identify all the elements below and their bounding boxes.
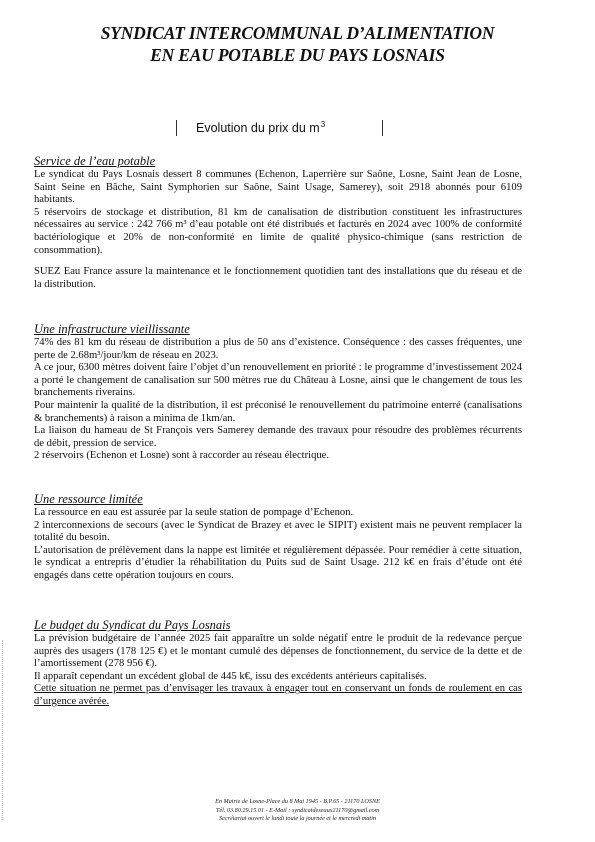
- subtitle-left-bar: [176, 120, 177, 136]
- footer: [0, 798, 595, 824]
- spacer: [34, 257, 522, 266]
- paragraph: 74% des 81 km du réseau de distribution a plus de 50 ans d’existence. Conséquence : des casses fréquentes, une perte de 2.68m³/jour/km de réseau en 2023.: [34, 337, 522, 361]
- paragraph: L’autorisation de prélèvement dans la nappe est limitée et régulièrement dépassée. Pour remédier à cette situation, le syndicat a entrepris d’étudier la réhabilitation du Puits sud de Saint Usage. 212 k€ en frais d’étude ont été engagés dans cette opération toujours en cours.: [34, 544, 522, 581]
- paragraph: 5 réservoirs de stockage et distribution, 81 km de canalisation de distribution constituent les infrastructures nécessaires au service : 242 766 m³ d’eau potable ont été distribués et facturés en 2024 avec 100% de conformité bactériologique et 20% de non-conformité en limite de qualité physico-chimique (sans restriction de consommation).: [34, 206, 522, 256]
- section-ressource: [34, 492, 522, 583]
- paragraph: La ressource en eau est assurée par la seule station de pompage d’Echenon.: [34, 507, 354, 518]
- footer-hours: Secrétariat ouvert le lundi toute la journée et le mercredi matin: [219, 815, 376, 822]
- margin-dotted-rule: [2, 640, 4, 820]
- section-budget: [34, 618, 522, 709]
- subtitle-box: [176, 119, 386, 139]
- subtitle: Evolution du prix du m: [196, 121, 320, 135]
- section-infrastructure: [34, 322, 522, 463]
- subtitle-superscript: 3: [320, 120, 326, 129]
- paragraph: La prévision budgétaire de l’année 2025 fait apparaître un solde négatif entre le produit de la redevance perçue auprès des usagers (178 125 €) et le montant cumulé des dépenses de fonctionnement, du service de la dette et de l’amortissement (278 956 €).: [34, 633, 522, 670]
- section-heading-ressource: Une ressource limitée: [34, 492, 143, 506]
- paragraph: Le syndicat du Pays Losnais dessert 8 communes (Echenon, Laperrière sur Saône, Losne, Saint Jean de Losne, Saint Seine en Bâche, Saint Symphorien sur Saône, Saint Usage, Samerey), soit 2918 abonnés pour 6109 habitants.: [34, 169, 522, 206]
- paragraph: 2 interconnexions de secours (avec le Syndicat de Brazey et avec le SIPIT) existent mais ne peuvent remplacer la totalité du besoin.: [34, 519, 522, 544]
- paragraph: 2 réservoirs (Echenon et Losne) sont à raccorder au réseau électrique.: [34, 450, 330, 462]
- paragraph: Pour maintenir la qualité de la distribution, il est préconisé le renouvellement du patrimoine enterré (canalisations & branchements) à raison a minima de 1km/an.: [34, 399, 522, 424]
- document-title-line1: SYNDICAT INTERCOMMUNAL D’ALIMENTATION: [100, 23, 495, 43]
- paragraph: A ce jour, 6300 mètres doivent faire l’objet d’un renouvellement en priorité : le programme d’investissement 2024 a porté le changement de canalisation sur 500 mètres rue du Château à Losne, ainsi que le changement de tous les branchements riverains.: [34, 362, 522, 399]
- section-heading-infrastructure: Une infrastructure vieillissante: [34, 322, 190, 336]
- section-heading-service: Service de l’eau potable: [34, 154, 156, 168]
- paragraph: Il apparaît cependant un excédent global de 445 k€, issu des excédents antérieurs capitalisés.: [34, 670, 427, 682]
- section-service: [34, 154, 522, 291]
- footer-address: En Mairie de Losne-Place du 8 Mai 1945 - B.P.65 - 21170 LOSNE: [215, 798, 380, 805]
- subtitle-text-wrap: [196, 121, 325, 135]
- footer-contact: Tél. 03.80.29.15.01 - E-Mail : syndicatdeseaux21170@gmail.com: [215, 806, 380, 814]
- subtitle-right-bar: [382, 120, 383, 136]
- section-heading-budget: Le budget du Syndicat du Pays Losnais: [34, 618, 231, 632]
- document-title-line2: EN EAU POTABLE DU PAYS LOSNAIS: [150, 45, 445, 65]
- paragraph: La liaison du hameau de St François vers Samerey demande des travaux pour résoudre des problèmes récurrents de débit, pression de service.: [34, 425, 522, 449]
- paragraph-underlined: Cette situation ne permet pas d’envisager les travaux à engager tout en conservant un fonds de roulement en cas d’urgence avérée.: [34, 683, 522, 707]
- paragraph: SUEZ Eau France assure la maintenance et le fonctionnement quotidien tant des installations que du réseau et de la distribution.: [34, 266, 522, 290]
